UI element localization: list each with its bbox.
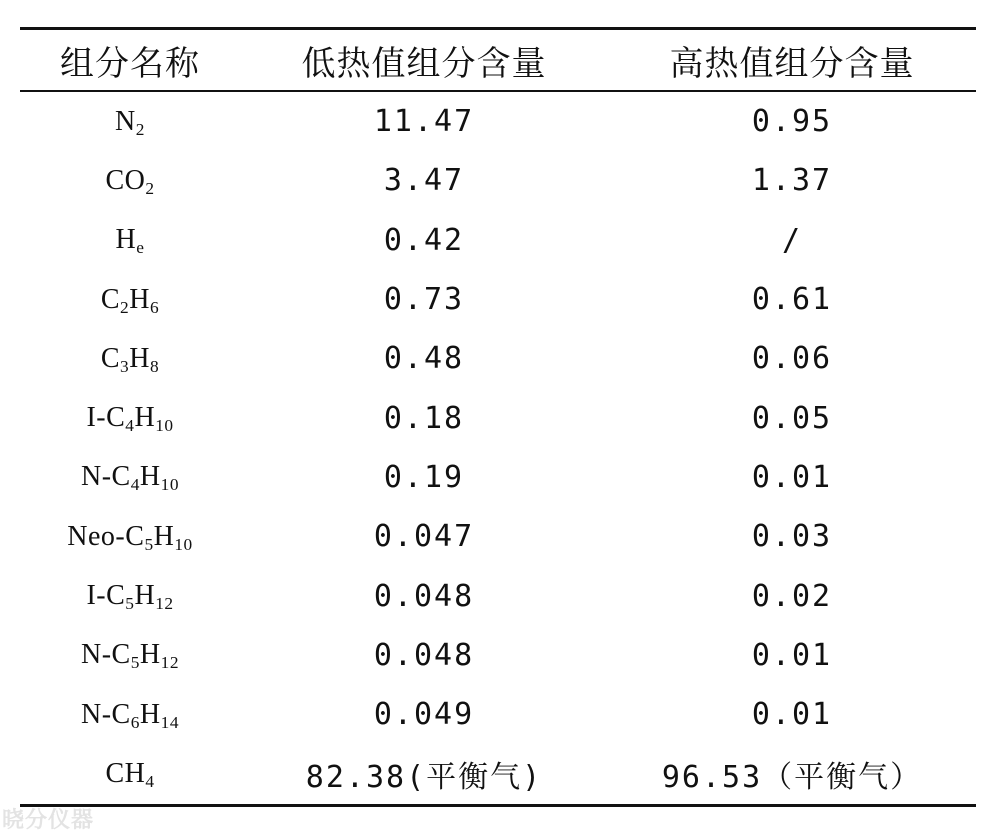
low-heating-value-cell: 0.18 — [383, 400, 465, 436]
table-row — [20, 626, 976, 685]
formula-text: N-C — [80, 639, 131, 671]
component-formula — [105, 164, 155, 199]
formula-subscript: 10 — [174, 534, 193, 554]
high-heating-value-cell: 0.06 — [751, 341, 833, 377]
component-name-cell — [20, 685, 240, 744]
gas-composition-table — [20, 27, 976, 807]
formula-text: Neo-C — [67, 520, 145, 552]
formula-text: H — [134, 580, 156, 612]
high-heating-value-cell: / — [781, 222, 803, 258]
formula-subscript: 6 — [130, 712, 140, 732]
table-row — [20, 388, 976, 447]
component-name-cell — [20, 507, 240, 566]
low-heating-value-cell: 0.42 — [383, 222, 465, 258]
high-heating-value-cell: 0.05 — [751, 400, 833, 436]
component-formula — [67, 521, 192, 552]
component-name-cell — [20, 151, 240, 210]
table-row — [20, 270, 976, 329]
high-heating-value-cell: 96.53（平衡气） — [661, 759, 923, 795]
table-row — [20, 211, 976, 270]
table-row — [20, 507, 976, 566]
table-row — [20, 685, 976, 744]
formula-subscript: 4 — [145, 772, 155, 792]
table-row — [20, 91, 976, 151]
table-row — [20, 329, 976, 388]
component-name-cell — [20, 744, 240, 805]
watermark-text: 晓分仪器 — [2, 808, 95, 833]
high-heating-value-cell: 0.02 — [751, 578, 833, 614]
formula-subscript: 8 — [149, 357, 160, 377]
low-heating-value-cell: 0.48 — [383, 341, 465, 377]
table-body — [20, 91, 976, 805]
low-heating-value-cell: 0.047 — [373, 519, 475, 555]
table-row — [20, 744, 976, 805]
formula-subscript: 4 — [125, 416, 135, 436]
formula-text: CH — [105, 757, 146, 789]
high-heating-value-cell: 0.95 — [751, 104, 833, 140]
header-high-heating-value: 高热值组分含量 — [669, 43, 915, 84]
high-heating-value-cell: 0.01 — [751, 637, 833, 673]
high-heating-value-cell: 0.61 — [751, 282, 833, 318]
formula-text: H — [139, 698, 161, 730]
composition-table-container — [20, 27, 976, 807]
component-formula — [86, 580, 174, 614]
component-formula — [80, 461, 179, 495]
formula-text: H — [139, 461, 161, 493]
header-component-name: 组分名称 — [60, 43, 200, 84]
formula-subscript: 5 — [144, 534, 154, 554]
component-name-cell — [20, 566, 240, 625]
component-name-cell — [20, 91, 240, 151]
formula-text: C — [100, 283, 121, 315]
low-heating-value-cell: 0.73 — [383, 282, 465, 318]
formula-text: H — [134, 402, 156, 434]
formula-subscript: 2 — [135, 119, 145, 139]
component-name-cell — [20, 270, 240, 329]
formula-text: CO — [105, 164, 146, 196]
header-low-heating-value: 低热值组分含量 — [301, 43, 547, 84]
component-name-cell — [20, 388, 240, 447]
formula-text: N — [115, 105, 136, 137]
formula-subscript: 14 — [160, 712, 179, 732]
formula-subscript: 2 — [120, 297, 130, 317]
formula-subscript: 2 — [145, 179, 155, 199]
table-row — [20, 566, 976, 625]
formula-subscript: 3 — [120, 357, 130, 377]
formula-text: N-C — [80, 461, 131, 493]
header-row — [20, 29, 976, 92]
low-heating-value-cell: 82.38(平衡气) — [305, 759, 543, 795]
formula-subscript: 10 — [160, 475, 179, 495]
component-formula — [105, 757, 155, 792]
formula-text: C — [100, 342, 121, 374]
low-heating-value-cell: 0.048 — [373, 578, 475, 614]
formula-text: N-C — [80, 698, 131, 730]
table-row — [20, 151, 976, 210]
component-formula — [80, 639, 179, 673]
formula-subscript: 10 — [155, 416, 174, 436]
formula-subscript: e — [136, 238, 145, 258]
formula-text: I-C — [86, 402, 126, 434]
formula-text: H — [139, 639, 161, 671]
low-heating-value-cell: 0.048 — [373, 637, 475, 673]
formula-text: H — [115, 224, 137, 256]
formula-subscript: 5 — [125, 594, 135, 614]
formula-text: H — [129, 283, 150, 315]
formula-subscript: 12 — [155, 594, 174, 614]
table-header — [20, 29, 976, 92]
low-heating-value-cell: 11.47 — [373, 104, 475, 140]
component-name-cell — [20, 626, 240, 685]
formula-subscript: 4 — [130, 475, 140, 495]
component-name-cell — [20, 448, 240, 507]
low-heating-value-cell: 0.049 — [373, 697, 475, 733]
low-heating-value-cell: 0.19 — [383, 459, 465, 495]
high-heating-value-cell: 0.01 — [751, 459, 833, 495]
component-formula — [115, 106, 145, 137]
high-heating-value-cell: 0.01 — [751, 697, 833, 733]
high-heating-value-cell: 0.03 — [751, 519, 833, 555]
table-row — [20, 448, 976, 507]
component-formula — [81, 699, 179, 730]
component-formula — [86, 402, 174, 436]
component-formula — [101, 284, 159, 315]
component-formula — [115, 224, 145, 258]
high-heating-value-cell: 1.37 — [751, 163, 833, 199]
formula-text: H — [153, 520, 175, 552]
formula-text: H — [129, 342, 150, 374]
component-formula — [100, 342, 160, 377]
component-name-cell — [20, 329, 240, 388]
formula-subscript: 5 — [130, 653, 140, 673]
formula-text: I-C — [86, 580, 126, 612]
formula-subscript: 12 — [160, 653, 179, 673]
low-heating-value-cell: 3.47 — [383, 163, 465, 199]
component-name-cell — [20, 211, 240, 270]
formula-subscript: 6 — [149, 297, 160, 317]
